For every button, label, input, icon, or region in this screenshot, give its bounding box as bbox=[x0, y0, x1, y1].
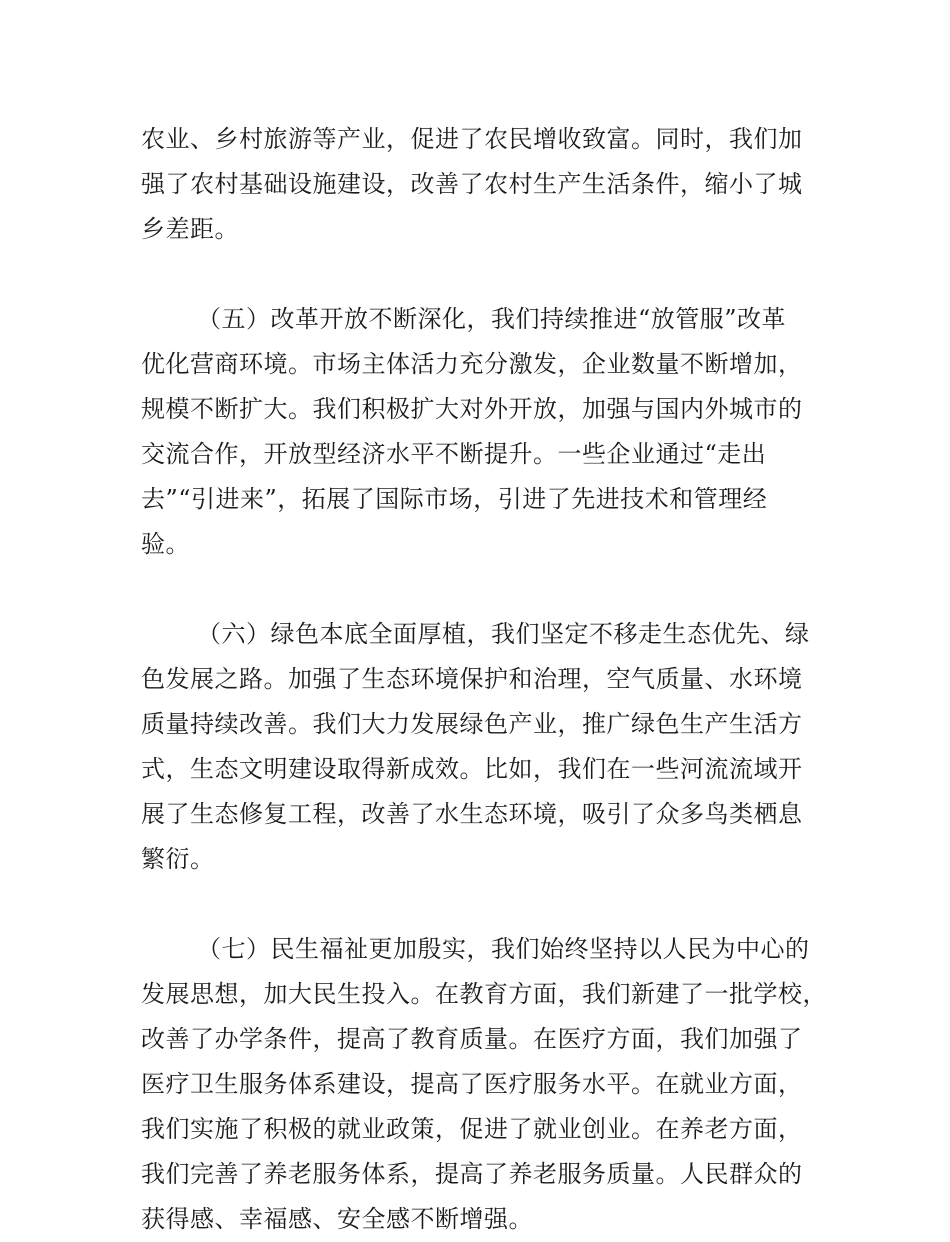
document-body bbox=[141, 117, 827, 1242]
text-line: （七）民生福祉更加殷实，我们始终坚持以人民为中心的 bbox=[197, 935, 810, 963]
text-line: 繁衍。 bbox=[141, 845, 215, 873]
text-line: 式，生态文明建设取得新成效。比如，我们在一些河流流域开 bbox=[141, 755, 803, 783]
text-line: 医疗卫生服务体系建设，提高了医疗服务水平。在就业方面， bbox=[141, 1070, 803, 1098]
text-line: 我们完善了养老服务体系，提高了养老服务质量。人民群众的 bbox=[141, 1160, 803, 1188]
text-line: 获得感、幸福感、安全感不断增强。 bbox=[141, 1205, 533, 1233]
paragraph-livelihood bbox=[141, 927, 827, 1242]
paragraph-green-development bbox=[141, 612, 811, 882]
text-line: 改善了办学条件，提高了教育质量。在医疗方面，我们加强了 bbox=[141, 1025, 803, 1053]
text-line: 强了农村基础设施建设，改善了农村生产生活条件，缩小了城 bbox=[141, 170, 803, 198]
text-line: 优化营商环境。市场主体活力充分激发，企业数量不断增加， bbox=[141, 350, 803, 378]
paragraph-reform-opening bbox=[141, 297, 811, 567]
text-line: 发展思想，加大民生投入。在教育方面，我们新建了一批学校， bbox=[141, 980, 827, 1008]
text-line: 我们实施了积极的就业政策，促进了就业创业。在养老方面， bbox=[141, 1115, 803, 1143]
text-line: 质量持续改善。我们大力发展绿色产业，推广绿色生产生活方 bbox=[141, 710, 803, 738]
text-line: 色发展之路。加强了生态环境保护和治理，空气质量、水环境 bbox=[141, 665, 803, 693]
text-line: 展了生态修复工程，改善了水生态环境，吸引了众多鸟类栖息 bbox=[141, 800, 803, 828]
text-line: （五）改革开放不断深化，我们持续推进“放管服”改革 bbox=[197, 305, 787, 333]
text-line: 规模不断扩大。我们积极扩大对外开放，加强与国内外城市的 bbox=[141, 395, 803, 423]
text-line: 交流合作，开放型经济水平不断提升。一些企业通过“走出 bbox=[141, 440, 767, 468]
text-line: 农业、乡村旅游等产业，促进了农民增收致富。同时，我们加 bbox=[141, 125, 803, 153]
text-line: 乡差距。 bbox=[141, 215, 239, 243]
text-line: 验。 bbox=[141, 530, 190, 558]
text-line: 去”“引进来”，拓展了国际市场，引进了先进技术和管理经 bbox=[141, 485, 768, 513]
paragraph-agriculture bbox=[141, 117, 811, 252]
text-line: （六）绿色本底全面厚植，我们坚定不移走生态优先、绿 bbox=[197, 620, 810, 648]
